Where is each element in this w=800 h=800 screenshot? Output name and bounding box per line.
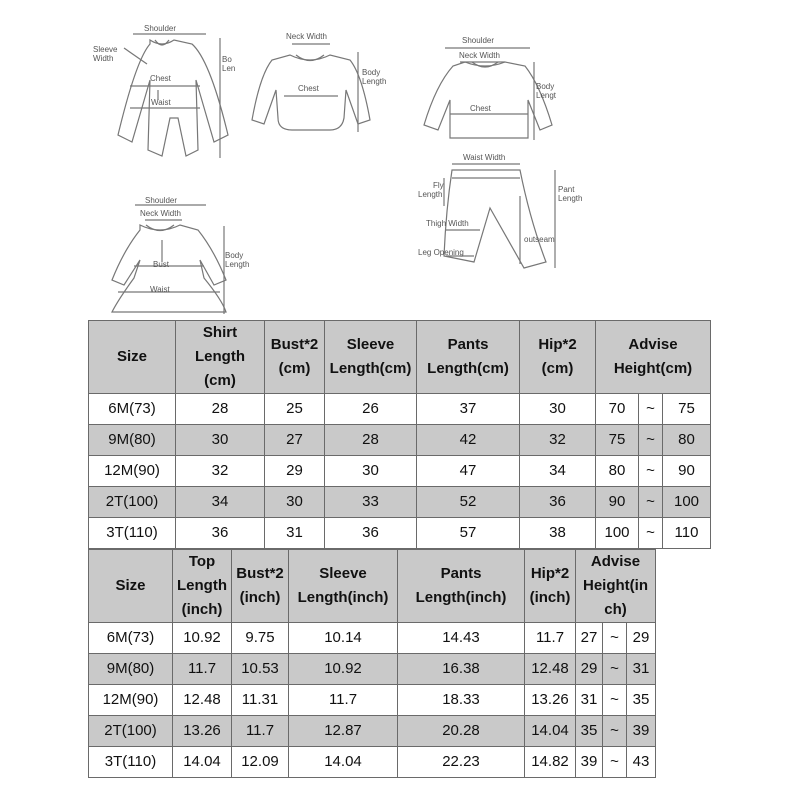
inch-cell-top: 10.92 bbox=[173, 623, 232, 654]
inch-cell-bust: 9.75 bbox=[232, 623, 289, 654]
inch-cell-pants: 20.28 bbox=[398, 716, 525, 747]
cm-cell-height-max: 80 bbox=[663, 425, 711, 456]
cm-cell-bust: 30 bbox=[265, 487, 325, 518]
inch-cell-hip: 14.04 bbox=[525, 716, 576, 747]
dress-length-label-2: Length bbox=[225, 260, 250, 269]
cm-cell-shirt: 32 bbox=[176, 456, 265, 487]
cm-header-hip: Hip*2 (cm) bbox=[520, 321, 596, 394]
cm-cell-bust: 25 bbox=[265, 394, 325, 425]
inch-cell-height-max: 29 bbox=[627, 623, 656, 654]
cm-cell-size: 3T(110) bbox=[89, 518, 176, 549]
size-chart-cm bbox=[88, 320, 711, 549]
inch-cell-tilde: ~ bbox=[603, 747, 627, 778]
cm-cell-sleeve: 36 bbox=[325, 518, 417, 549]
inch-header-top-length: Top Length (inch) bbox=[173, 550, 232, 623]
inch-cell-hip: 13.26 bbox=[525, 685, 576, 716]
cm-cell-hip: 36 bbox=[520, 487, 596, 518]
cm-cell-height-max: 75 bbox=[663, 394, 711, 425]
pants-leg-opening-label: Leg Opening bbox=[418, 248, 464, 257]
pants-fly-label-1: Fly bbox=[433, 181, 444, 190]
inch-cell-tilde: ~ bbox=[603, 654, 627, 685]
cm-cell-sleeve: 26 bbox=[325, 394, 417, 425]
cm-cell-tilde: ~ bbox=[639, 518, 663, 549]
cm-cell-tilde: ~ bbox=[639, 394, 663, 425]
cm-header-advise-height: Advise Height(cm) bbox=[596, 321, 711, 394]
garment-diagram-svg bbox=[0, 0, 800, 318]
inch-cell-pants: 14.43 bbox=[398, 623, 525, 654]
inch-cell-sleeve: 12.87 bbox=[289, 716, 398, 747]
bodysuit-chest-label: Chest bbox=[298, 84, 319, 93]
cm-cell-tilde: ~ bbox=[639, 425, 663, 456]
cm-cell-pants: 42 bbox=[417, 425, 520, 456]
top-shoulder-label: Shoulder bbox=[462, 36, 495, 45]
inch-header-size: Size bbox=[89, 550, 173, 623]
pants-fly-label-2: Length bbox=[418, 190, 443, 199]
cm-cell-height-min: 90 bbox=[596, 487, 639, 518]
dress-length-label-1: Body bbox=[225, 251, 244, 260]
inch-cell-bust: 12.09 bbox=[232, 747, 289, 778]
table-row bbox=[89, 654, 656, 685]
inch-cell-size: 12M(90) bbox=[89, 685, 173, 716]
top-chest-label: Chest bbox=[470, 104, 491, 113]
top-length-label-1: Body bbox=[536, 82, 555, 91]
dress-waist-label: Waist bbox=[150, 285, 170, 294]
dress-neck-label: Neck Width bbox=[140, 209, 181, 218]
inch-cell-height-min: 31 bbox=[576, 685, 603, 716]
cm-cell-height-min: 80 bbox=[596, 456, 639, 487]
top-length-label-2: Lengt bbox=[536, 91, 557, 100]
inch-cell-hip: 12.48 bbox=[525, 654, 576, 685]
inch-cell-size: 9M(80) bbox=[89, 654, 173, 685]
inch-cell-size: 3T(110) bbox=[89, 747, 173, 778]
cm-cell-hip: 34 bbox=[520, 456, 596, 487]
cm-cell-bust: 31 bbox=[265, 518, 325, 549]
inch-cell-hip: 14.82 bbox=[525, 747, 576, 778]
romper-sleeve-label-2: Width bbox=[93, 54, 114, 63]
table-row bbox=[89, 394, 711, 425]
cm-cell-height-max: 90 bbox=[663, 456, 711, 487]
romper-shoulder-label: Shoulder bbox=[144, 24, 177, 33]
pants-thigh-label: Thigh Width bbox=[426, 219, 469, 228]
cm-cell-hip: 32 bbox=[520, 425, 596, 456]
bodysuit-length-label-1: Body bbox=[362, 68, 381, 77]
cm-header-size: Size bbox=[89, 321, 176, 394]
cm-cell-tilde: ~ bbox=[639, 456, 663, 487]
cm-cell-shirt: 36 bbox=[176, 518, 265, 549]
cm-header-bust: Bust*2 (cm) bbox=[265, 321, 325, 394]
cm-cell-bust: 27 bbox=[265, 425, 325, 456]
inch-cell-bust: 11.7 bbox=[232, 716, 289, 747]
cm-cell-hip: 30 bbox=[520, 394, 596, 425]
inch-cell-tilde: ~ bbox=[603, 685, 627, 716]
inch-cell-top: 12.48 bbox=[173, 685, 232, 716]
cm-cell-height-min: 75 bbox=[596, 425, 639, 456]
inch-cell-height-max: 43 bbox=[627, 747, 656, 778]
inch-cell-pants: 22.23 bbox=[398, 747, 525, 778]
inch-cell-height-max: 39 bbox=[627, 716, 656, 747]
inch-cell-pants: 18.33 bbox=[398, 685, 525, 716]
inch-header-pants: Pants Length(inch) bbox=[398, 550, 525, 623]
bodysuit-neck-label: Neck Width bbox=[286, 32, 327, 41]
cm-cell-size: 9M(80) bbox=[89, 425, 176, 456]
cm-cell-height-min: 100 bbox=[596, 518, 639, 549]
inch-cell-top: 14.04 bbox=[173, 747, 232, 778]
cm-cell-size: 2T(100) bbox=[89, 487, 176, 518]
cm-header-sleeve: Sleeve Length(cm) bbox=[325, 321, 417, 394]
inch-cell-height-min: 35 bbox=[576, 716, 603, 747]
cm-header-shirt-length: Shirt Length (cm) bbox=[176, 321, 265, 394]
cm-cell-size: 12M(90) bbox=[89, 456, 176, 487]
cm-cell-height-min: 70 bbox=[596, 394, 639, 425]
cm-cell-tilde: ~ bbox=[639, 487, 663, 518]
cm-cell-sleeve: 33 bbox=[325, 487, 417, 518]
cm-header-pants: Pants Length(cm) bbox=[417, 321, 520, 394]
inch-cell-sleeve: 10.92 bbox=[289, 654, 398, 685]
cm-cell-shirt: 34 bbox=[176, 487, 265, 518]
inch-header-bust: Bust*2 (inch) bbox=[232, 550, 289, 623]
cm-cell-size: 6M(73) bbox=[89, 394, 176, 425]
inch-cell-bust: 11.31 bbox=[232, 685, 289, 716]
inch-cell-tilde: ~ bbox=[603, 623, 627, 654]
inch-cell-tilde: ~ bbox=[603, 716, 627, 747]
table-row bbox=[89, 716, 656, 747]
inch-cell-sleeve: 10.14 bbox=[289, 623, 398, 654]
cm-cell-shirt: 28 bbox=[176, 394, 265, 425]
inch-header-sleeve: Sleeve Length(inch) bbox=[289, 550, 398, 623]
inch-cell-height-min: 39 bbox=[576, 747, 603, 778]
size-chart-inch bbox=[88, 549, 656, 778]
inch-cell-height-min: 27 bbox=[576, 623, 603, 654]
table-row bbox=[89, 623, 656, 654]
inch-header-hip: Hip*2 (inch) bbox=[525, 550, 576, 623]
garment-diagrams bbox=[0, 0, 800, 318]
cm-cell-sleeve: 30 bbox=[325, 456, 417, 487]
pants-waist-label: Waist Width bbox=[463, 153, 506, 162]
cm-cell-hip: 38 bbox=[520, 518, 596, 549]
romper-length-label-1: Bo bbox=[222, 55, 232, 64]
inch-cell-sleeve: 11.7 bbox=[289, 685, 398, 716]
cm-cell-shirt: 30 bbox=[176, 425, 265, 456]
cm-cell-pants: 47 bbox=[417, 456, 520, 487]
romper-sleeve-label-1: Sleeve bbox=[93, 45, 118, 54]
bodysuit-length-label-2: Length bbox=[362, 77, 387, 86]
inch-header-row bbox=[89, 550, 656, 623]
inch-cell-sleeve: 14.04 bbox=[289, 747, 398, 778]
cm-cell-bust: 29 bbox=[265, 456, 325, 487]
table-row bbox=[89, 518, 711, 549]
inch-cell-hip: 11.7 bbox=[525, 623, 576, 654]
cm-cell-sleeve: 28 bbox=[325, 425, 417, 456]
inch-cell-height-max: 31 bbox=[627, 654, 656, 685]
table-row bbox=[89, 487, 711, 518]
cm-cell-height-max: 100 bbox=[663, 487, 711, 518]
dress-shoulder-label: Shoulder bbox=[145, 196, 178, 205]
inch-cell-bust: 10.53 bbox=[232, 654, 289, 685]
table-row bbox=[89, 425, 711, 456]
pants-length-label-1: Pant bbox=[558, 185, 575, 194]
cm-cell-height-max: 110 bbox=[663, 518, 711, 549]
table-row bbox=[89, 685, 656, 716]
inch-cell-top: 11.7 bbox=[173, 654, 232, 685]
pants-length-label-2: Length bbox=[558, 194, 583, 203]
romper-drawing bbox=[118, 40, 228, 156]
inch-cell-size: 6M(73) bbox=[89, 623, 173, 654]
cm-header-row bbox=[89, 321, 711, 394]
inch-header-advise-height: Advise Height(in ch) bbox=[576, 550, 656, 623]
top-neck-label: Neck Width bbox=[459, 51, 500, 60]
inch-cell-height-min: 29 bbox=[576, 654, 603, 685]
table-row bbox=[89, 747, 656, 778]
top-drawing bbox=[424, 62, 555, 138]
inch-cell-pants: 16.38 bbox=[398, 654, 525, 685]
pants-outseam-label: outseam bbox=[524, 235, 555, 244]
romper-length-label-2: Len bbox=[222, 64, 236, 73]
inch-cell-height-max: 35 bbox=[627, 685, 656, 716]
romper-waist-label: Waist bbox=[151, 98, 171, 107]
inch-cell-top: 13.26 bbox=[173, 716, 232, 747]
table-row bbox=[89, 456, 711, 487]
inch-cell-size: 2T(100) bbox=[89, 716, 173, 747]
dress-bust-label: Bust bbox=[153, 260, 170, 269]
cm-cell-pants: 37 bbox=[417, 394, 520, 425]
cm-cell-pants: 57 bbox=[417, 518, 520, 549]
cm-cell-pants: 52 bbox=[417, 487, 520, 518]
romper-chest-label: Chest bbox=[150, 74, 171, 83]
